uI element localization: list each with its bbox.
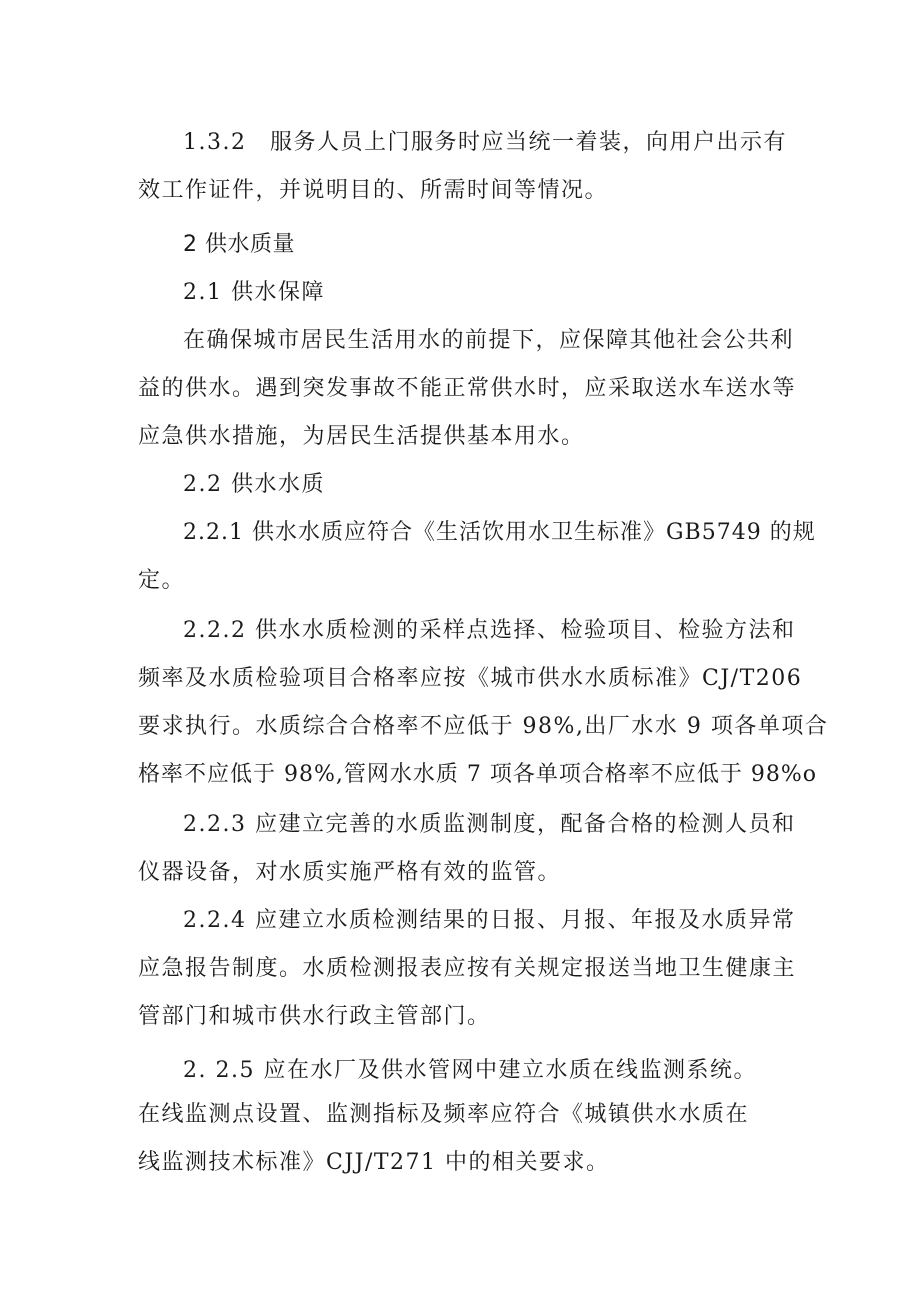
para-2-2-3-line-2: 仪器设备，对水质实施严格有效的监管。 xyxy=(138,860,562,885)
para-2-2-5-line-2: 在线监测点设置、监测指标及频率应符合《城镇供水水质在 xyxy=(138,1102,750,1127)
para-2-2-2-line-1: 2.2.2 供水水质检测的采样点选择、检验项目、检验方法和 xyxy=(183,618,796,643)
section-2-1-heading: 2.1 供水保障 xyxy=(183,280,325,305)
para-1-3-2-line-1: 1.3.2 服务人员上门服务时应当统一着装，向用户出示有 xyxy=(183,130,787,155)
section-2-2-heading: 2.2 供水水质 xyxy=(183,472,325,497)
para-1-3-2-line-2: 效工作证件，并说明目的、所需时间等情况。 xyxy=(138,178,609,203)
para-2-1-line-3: 应急供水措施，为居民生活提供基本用水。 xyxy=(138,424,585,449)
para-2-2-5-line-1: 2. 2.5 应在水厂及供水管网中建立水质在线监测系统。 xyxy=(183,1058,757,1083)
para-2-2-4-line-3: 管部门和城市供水行政主管部门。 xyxy=(138,1004,491,1029)
para-2-2-4-line-1: 2.2.4 应建立水质检测结果的日报、月报、年报及水质异常 xyxy=(183,908,796,933)
para-2-2-5-line-3: 线监测技术标准》CJJ/T271 中的相关要求。 xyxy=(138,1150,610,1175)
para-2-2-1-line-2: 定。 xyxy=(138,568,186,593)
para-2-2-1-line-1: 2.2.1 供水水质应符合《生活饮用水卫生标准》GB5749 的规 xyxy=(183,520,816,545)
para-2-2-2-line-2: 频率及水质检验项目合格率应按《城市供水水质标准》CJ/T206 xyxy=(138,666,803,691)
section-2-heading: 2 供水质量 xyxy=(183,232,295,257)
para-2-2-4-line-2: 应急报告制度。水质检测报表应按有关规定报送当地卫生健康主 xyxy=(138,956,797,981)
para-2-1-line-2: 益的供水。遇到突发事故不能正常供水时，应采取送水车送水等 xyxy=(138,376,797,401)
para-2-2-2-line-4: 格率不应低于 98%,管网水水质 7 项各单项合格率不应低于 98%o xyxy=(138,762,818,787)
para-2-1-line-1: 在确保城市居民生活用水的前提下，应保障其他社会公共利 xyxy=(183,328,795,353)
para-2-2-3-line-1: 2.2.3 应建立完善的水质监测制度，配备合格的检测人员和 xyxy=(183,812,796,837)
para-2-2-2-line-3: 要求执行。水质综合合格率不应低于 98%,出厂水水 9 项各单项合 xyxy=(138,714,829,739)
